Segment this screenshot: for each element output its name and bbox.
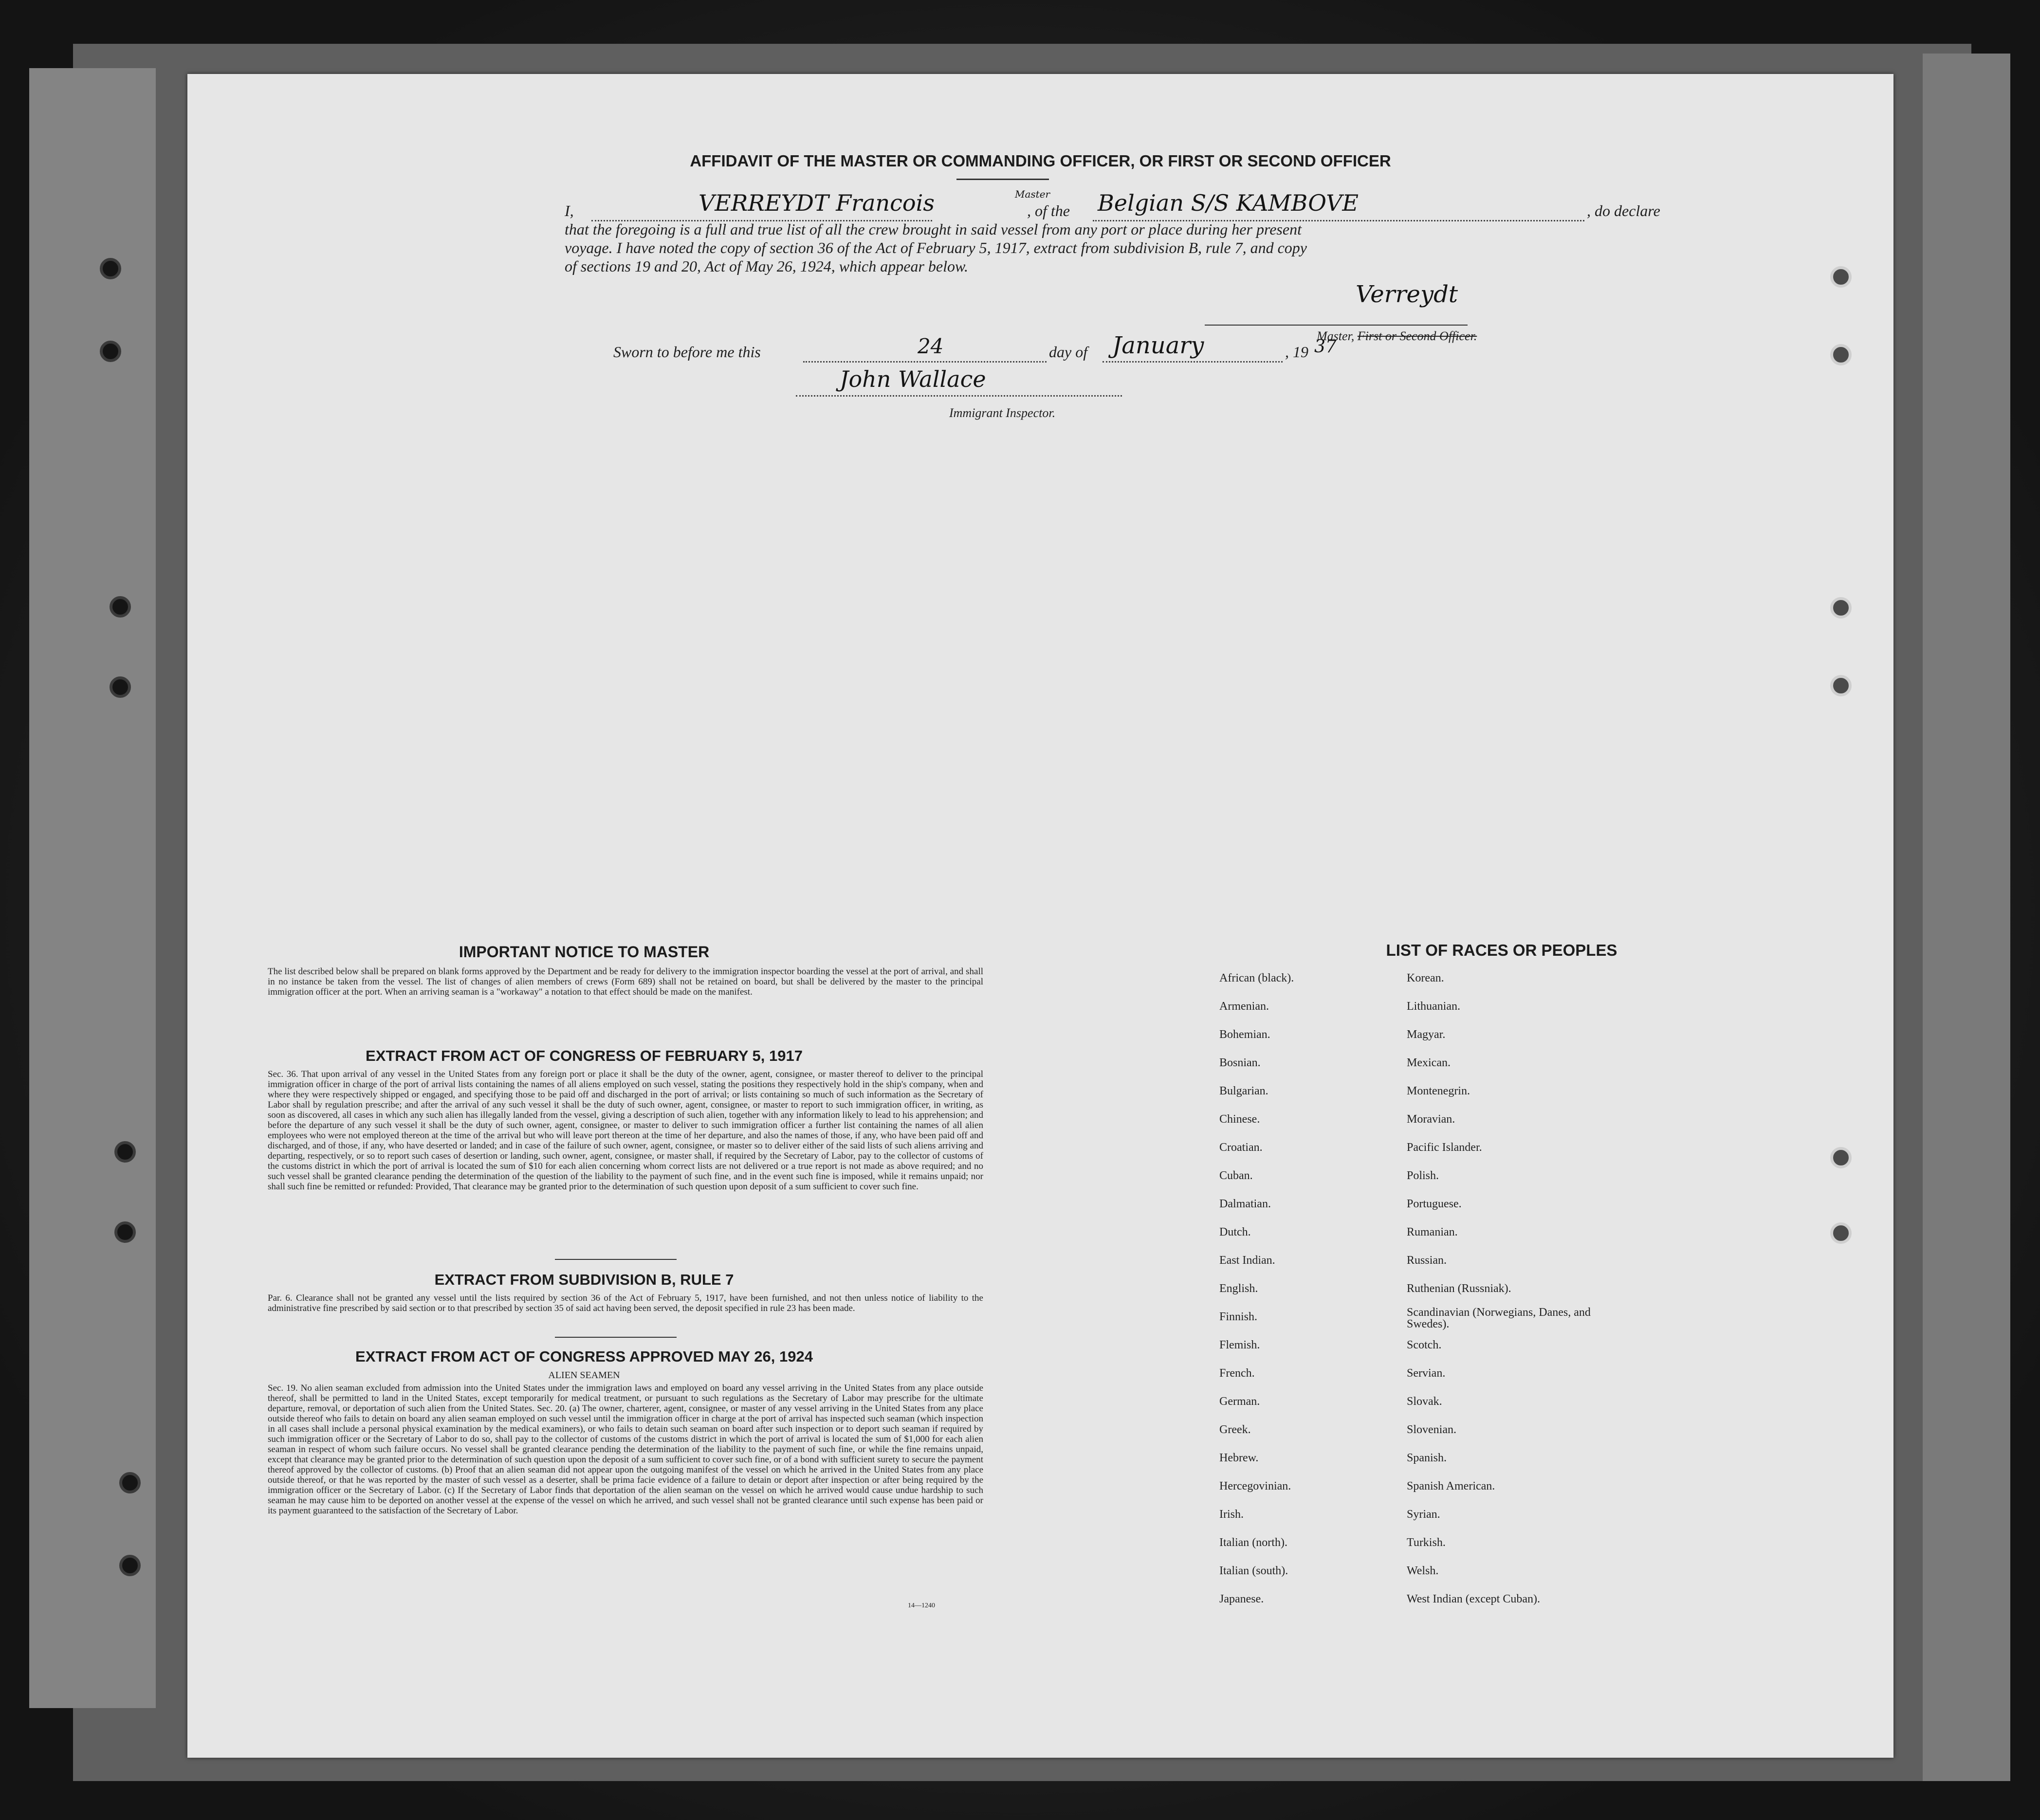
- race-item: Welsh.: [1407, 1565, 1439, 1577]
- punch-hole: [119, 1472, 141, 1493]
- race-item: Greek.: [1219, 1423, 1251, 1436]
- punch-hole: [1830, 344, 1852, 365]
- race-item: Bohemian.: [1219, 1028, 1270, 1041]
- race-item: African (black).: [1219, 972, 1294, 984]
- inspector-line: [796, 395, 1122, 397]
- race-item: English.: [1219, 1282, 1258, 1295]
- race-item: Hercegovinian.: [1219, 1480, 1291, 1492]
- race-item: Slovenian.: [1407, 1423, 1456, 1436]
- extract-1924-text: Sec. 19. No alien seaman excluded from admission into the United States under the immigration laws and employed on board any vessel arriving in the United States from any place outside thereof, shall be permitted to land in the United States, except temporarily for medical treatment, or pursuant to such regulations as the Secretary of Labor may prescribe for the ultimate departure, removal, or deportation of such alien from the United States. Sec. 20. (a) The owner, charterer, agent, consignee, or master of any vessel arriving in the United States from any place outside thereof who fails to detain on board any alien seaman employed on such vessel until the immigration officer in charge at the port of arrival has inspected such seaman (which inspection in all cases shall include a personal physical examination by the medical examiners), or who fails to detain such seaman on board after such inspection or to deport such seaman if required by such immigration officer or the Secretary of Labor to do so, shall pay to the collector of customs of the customs district in which the port of arrival is located the sum of $1,000 for each alien seaman in respect of whom such failure occurs. No vessel shall be granted clearance pending the determination of the liability to the payment of such fine, or while the fine remains unpaid, except that clearance may be granted prior to the determination of such question upon the deposit of a sum sufficient to cover such fine, or of a bond with sufficient surety to secure the payment thereof approved by the collector of customs. (b) Proof that an alien seaman did not appear upon the outgoing manifest of the vessel on which he arrived in the United States from any place outside thereof, or that he was reported by the master of such vessel as a deserter, shall be prima facie evidence of a failure to detain or deport after inspection or after being required by the immigration officer or the Secretary of Labor. (c) If the Secretary of Labor finds that deportation of the alien seaman on the vessel on which he arrived would cause undue hardship to such seaman he may cause him to be deported on another vessel at the expense of the vessel on which he arrived, and such vessel shall not be granted clearance until such expense has been paid or its payment guaranteed to the satisfaction of the Secretary of Labor.: [268, 1383, 983, 1516]
- race-item: Servian.: [1407, 1367, 1446, 1380]
- day-field-line: [803, 361, 1047, 363]
- race-item: Scandinavian (Norwegians, Danes, and Swedes).: [1407, 1306, 1591, 1330]
- race-item: Mexican.: [1407, 1056, 1451, 1069]
- race-item: East Indian.: [1219, 1254, 1275, 1267]
- races-title: LIST OF RACES OR PEOPLES: [1386, 941, 1617, 959]
- form-number: 14—1240: [908, 1602, 935, 1609]
- race-item: Bulgarian.: [1219, 1085, 1268, 1097]
- of-the-label: , of the: [1027, 202, 1070, 219]
- affidavit-text-line2: that the foregoing is a full and true list of all the crew brought in said vessel from any port or place during her present: [565, 220, 1302, 238]
- race-item: French.: [1219, 1367, 1255, 1380]
- race-item: Finnish.: [1219, 1310, 1258, 1323]
- punch-hole: [1830, 266, 1852, 288]
- race-item: Spanish.: [1407, 1452, 1447, 1464]
- race-item: Spanish American.: [1407, 1480, 1495, 1492]
- title-divider: [956, 179, 1049, 180]
- race-item: Italian (south).: [1219, 1565, 1288, 1577]
- right-backing-edge: [1923, 54, 2010, 1781]
- day-handwritten: 24: [918, 334, 944, 358]
- punch-hole: [100, 341, 121, 362]
- race-item: Russian.: [1407, 1254, 1447, 1267]
- inspector-signature: John Wallace: [840, 366, 986, 392]
- race-item: Bosnian.: [1219, 1056, 1261, 1069]
- punch-hole: [110, 596, 131, 618]
- affidavit-text-line3: voyage. I have noted the copy of section 36 of the Act of February 5, 1917, extract from subdivision B, rule 7, and copy: [565, 239, 1307, 256]
- affidavit-text-line4: of sections 19 and 20, Act of May 26, 1924, which appear below.: [565, 257, 968, 275]
- race-item: West Indian (except Cuban).: [1407, 1593, 1540, 1605]
- race-item: Magyar.: [1407, 1028, 1446, 1041]
- race-item: Moravian.: [1407, 1113, 1455, 1126]
- punch-hole: [1830, 1222, 1852, 1244]
- year-handwritten: 37: [1314, 337, 1337, 357]
- section-divider: [555, 1259, 677, 1260]
- notice-text: The list described below shall be prepared on blank forms approved by the Department and be ready for delivery to the immigration inspector boarding the vessel at the port of arrival, and shall in no instance be taken from the vessel. The list of changes of alien members of crews (Form 689) shall not be retained on board, but shall be delivered by the master to the principal immigration officer at the port. When an arriving seaman is a "workaway" a notation to that effect should be made on the manifest.: [268, 966, 983, 997]
- master-signature: Verreydt: [1356, 281, 1458, 308]
- signature-line: [1205, 325, 1468, 326]
- day-of-label: day of: [1049, 343, 1088, 361]
- race-item: Syrian.: [1407, 1508, 1440, 1521]
- extract-1917-text: Sec. 36. That upon arrival of any vessel in the United States from any foreign port or place it shall be the duty of the owner, agent, consignee, or master thereof to deliver to the principal immigration officer in charge of the port of arrival lists containing the names of all aliens employed on such vessel, stating the positions they respectively hold in the ship's company, when and where they were respectively shipped or engaged, and specifying those to be paid off and discharged in the port of arrival; or lists containing so much of such information as the Secretary of Labor shall by regulation prescribe; and after the arrival of any such vessel it shall be the duty of such owner, agent, consignee, or master to report to such immigration officer, in writing, as soon as discovered, all cases in which any such alien has illegally landed from the vessel, giving a description of such alien, together with any information likely to lead to his apprehension; and before the departure of any such vessel it shall be the duty of such owner, agent, consignee, or master to deliver to such immigration officer a further list containing the names of all alien employees who were not employed thereon at the time of the arrival but who will leave port thereon at the time of her departure, and also the names of those, if any, who have been paid off and discharged, and of those, if any, who have deserted or landed; and in case of the failure of such owner, agent, consignee, or master so to deliver either of the said lists of such aliens arriving and departing, respectively, or so to report such cases of desertion or landing, such owner, agent, consignee, or master shall, if required by the Secretary of Labor, pay to the collector of customs of the customs district in which the port of arrival is located the sum of $10 for each alien concerning whom correct lists are not delivered or a true report is not made as above required; and no such vessel shall be granted clearance pending the determination of the question of the liability to the payment of such fine, and in the event such fine is imposed, while it remains unpaid; nor shall such fine be remitted or refunded: Provided, That clearance may be granted prior to the determination of such question upon deposit of a sum sufficient to cover such fine.: [268, 1069, 983, 1192]
- affidavit-title: AFFIDAVIT OF THE MASTER OR COMMANDING OFFICER, OR FIRST OR SECOND OFFICER: [690, 152, 1391, 170]
- race-item: Dutch.: [1219, 1226, 1251, 1238]
- subdivision-b-text: Par. 6. Clearance shall not be granted any vessel until the lists required by section 36 of the Act of February 5, 1917, have been furnished, and not then unless notice of liability to the administrative fine prescribed by said section or to that prescribed by section 35 of said act having been served, the deposit specified in rule 23 has been made.: [268, 1293, 983, 1313]
- punch-hole: [1830, 597, 1852, 619]
- punch-hole: [119, 1555, 141, 1576]
- punch-hole: [114, 1221, 136, 1243]
- inspector-label: Immigrant Inspector.: [949, 406, 1056, 420]
- race-item: Polish.: [1407, 1169, 1439, 1182]
- year-prefix: , 19: [1285, 343, 1308, 361]
- master-label: Master,: [1317, 329, 1355, 343]
- left-backing-edge: [29, 68, 156, 1708]
- race-item: Lithuanian.: [1407, 1000, 1460, 1013]
- punch-hole: [1830, 675, 1852, 696]
- race-item: Italian (north).: [1219, 1536, 1287, 1549]
- rank-handwritten: Master: [1015, 188, 1050, 200]
- month-field-line: [1103, 361, 1283, 363]
- subdivision-b-title: EXTRACT FROM SUBDIVISION B, RULE 7: [434, 1271, 734, 1288]
- affidavit-page: [187, 74, 1893, 1758]
- section-divider: [555, 1337, 677, 1338]
- struck-officer-label: First or Second Officer.: [1357, 329, 1477, 343]
- sworn-label: Sworn to before me this: [613, 343, 761, 361]
- race-item: German.: [1219, 1395, 1260, 1408]
- race-item: Slovak.: [1407, 1395, 1442, 1408]
- race-item: Scotch.: [1407, 1339, 1442, 1351]
- race-item: Pacific Islander.: [1407, 1141, 1482, 1154]
- race-item: Ruthenian (Russniak).: [1407, 1282, 1511, 1295]
- punch-hole: [100, 258, 121, 279]
- race-item: Portuguese.: [1407, 1198, 1462, 1210]
- race-item: Irish.: [1219, 1508, 1244, 1521]
- race-item: Montenegrin.: [1407, 1085, 1470, 1097]
- alien-seamen-subtitle: ALIEN SEAMEN: [548, 1370, 620, 1381]
- extract-1924-title: EXTRACT FROM ACT OF CONGRESS APPROVED MAY 26, 1924: [355, 1348, 813, 1365]
- punch-hole: [114, 1141, 136, 1163]
- punch-hole: [110, 676, 131, 698]
- vessel-name-handwritten: Belgian S/S KAMBOVE: [1098, 190, 1359, 216]
- do-declare-label: , do declare: [1587, 202, 1660, 219]
- race-item: Chinese.: [1219, 1113, 1260, 1126]
- master-name-handwritten: VERREYDT Francois: [698, 190, 935, 216]
- race-item: Flemish.: [1219, 1339, 1260, 1351]
- race-item: Korean.: [1407, 972, 1444, 984]
- race-item: Rumanian.: [1407, 1226, 1458, 1238]
- officer-caption: [1317, 327, 1477, 346]
- race-item: Armenian.: [1219, 1000, 1269, 1013]
- race-item: Dalmatian.: [1219, 1198, 1271, 1210]
- race-item: Hebrew.: [1219, 1452, 1259, 1464]
- punch-hole: [1830, 1147, 1852, 1168]
- race-item: Croatian.: [1219, 1141, 1263, 1154]
- race-item: Cuban.: [1219, 1169, 1253, 1182]
- i-label: I,: [565, 202, 574, 219]
- extract-1917-title: EXTRACT FROM ACT OF CONGRESS OF FEBRUARY 5, 1917: [366, 1047, 803, 1064]
- race-item: Japanese.: [1219, 1593, 1264, 1605]
- race-item: Turkish.: [1407, 1536, 1446, 1549]
- month-handwritten: January: [1112, 332, 1204, 359]
- notice-title: IMPORTANT NOTICE TO MASTER: [459, 943, 710, 961]
